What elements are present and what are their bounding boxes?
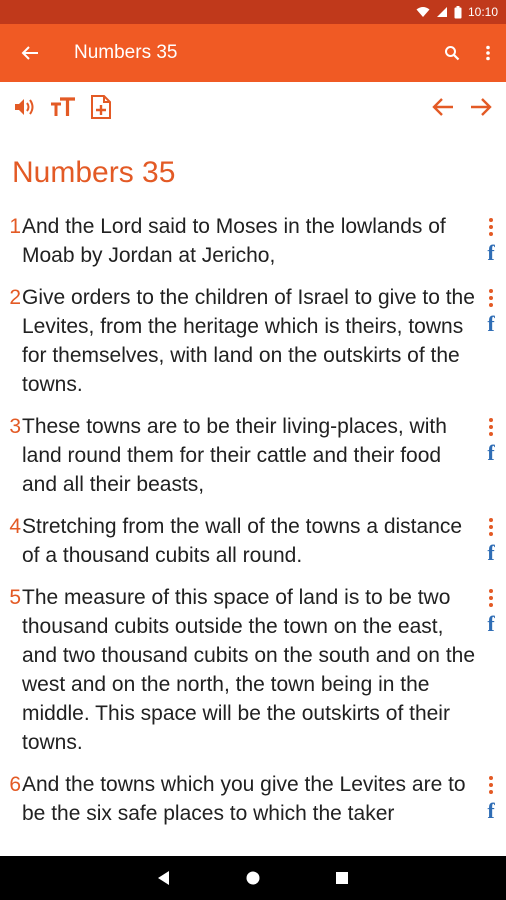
verse-number: 4 (9, 515, 21, 538)
status-time: 10:10 (467, 5, 498, 19)
verse-number: 3 (9, 415, 21, 438)
verse-item (0, 283, 506, 399)
more-vert-icon[interactable] (470, 24, 506, 82)
wifi-icon (416, 6, 430, 18)
next-chapter-icon[interactable] (462, 87, 500, 127)
facebook-icon[interactable]: f (487, 311, 495, 336)
more-vert-icon[interactable] (489, 518, 493, 536)
nav-home-icon[interactable] (233, 856, 273, 900)
verse-actions (478, 512, 504, 564)
page-title: Numbers 35 (74, 42, 178, 63)
verse-text: And the Lord said to Moses in the lowlands of Moab by Jordan at Jericho, (22, 215, 446, 267)
verse-list (0, 212, 506, 856)
verse-number: 5 (9, 586, 21, 609)
chapter-title: Numbers 35 (12, 156, 176, 189)
more-vert-icon[interactable] (489, 218, 493, 236)
verse-item (0, 770, 506, 828)
previous-chapter-icon[interactable] (424, 87, 462, 127)
app-bar (0, 24, 506, 82)
more-vert-icon[interactable] (489, 589, 493, 607)
verse-number: 2 (9, 286, 21, 309)
verse-actions (478, 770, 504, 822)
facebook-icon[interactable]: f (487, 440, 495, 465)
reader-toolbar (0, 82, 506, 132)
more-vert-icon[interactable] (489, 289, 493, 307)
facebook-icon[interactable]: f (487, 611, 495, 636)
verse-item (0, 583, 506, 757)
verse-item (0, 412, 506, 499)
search-icon[interactable] (434, 24, 470, 82)
nav-back-icon[interactable] (144, 856, 184, 900)
verse-text: And the towns which you give the Levites are to be the six safe places to which the taker (22, 773, 466, 825)
facebook-icon[interactable]: f (487, 240, 495, 265)
signal-icon (436, 6, 448, 18)
text-size-icon[interactable] (44, 87, 82, 127)
verse-number: 6 (9, 773, 21, 796)
verse-text: Give orders to the children of Israel to give to the Levites, from the heritage which is theirs, towns for themselves, with land on the outskirts of the towns. (22, 286, 475, 396)
verse-actions (478, 412, 504, 464)
verse-actions (478, 283, 504, 335)
verse-actions (478, 583, 504, 635)
add-note-icon[interactable] (82, 87, 120, 127)
verse-item (0, 212, 506, 270)
more-vert-icon[interactable] (489, 418, 493, 436)
battery-icon (454, 6, 462, 19)
verse-text: These towns are to be their living-places, with land round them for their cattle and their food and all their beasts, (22, 415, 447, 496)
verse-text: Stretching from the wall of the towns a distance of a thousand cubits all round. (22, 515, 463, 567)
nav-recents-icon[interactable] (322, 856, 362, 900)
verse-item (0, 512, 506, 570)
facebook-icon[interactable]: f (487, 540, 495, 565)
verse-actions (478, 212, 504, 264)
system-nav-bar (0, 856, 506, 900)
verse-text: The measure of this space of land is to be two thousand cubits outside the town on the east, and two thousand cubits on the south and on the west and on the north, the town being in the middle. This space will be the outskirts of their towns. (22, 586, 476, 754)
status-bar (0, 0, 506, 24)
facebook-icon[interactable]: f (487, 798, 495, 823)
volume-icon[interactable] (6, 87, 44, 127)
more-vert-icon[interactable] (489, 776, 493, 794)
verse-number: 1 (9, 215, 21, 238)
back-arrow-icon[interactable] (0, 24, 60, 82)
